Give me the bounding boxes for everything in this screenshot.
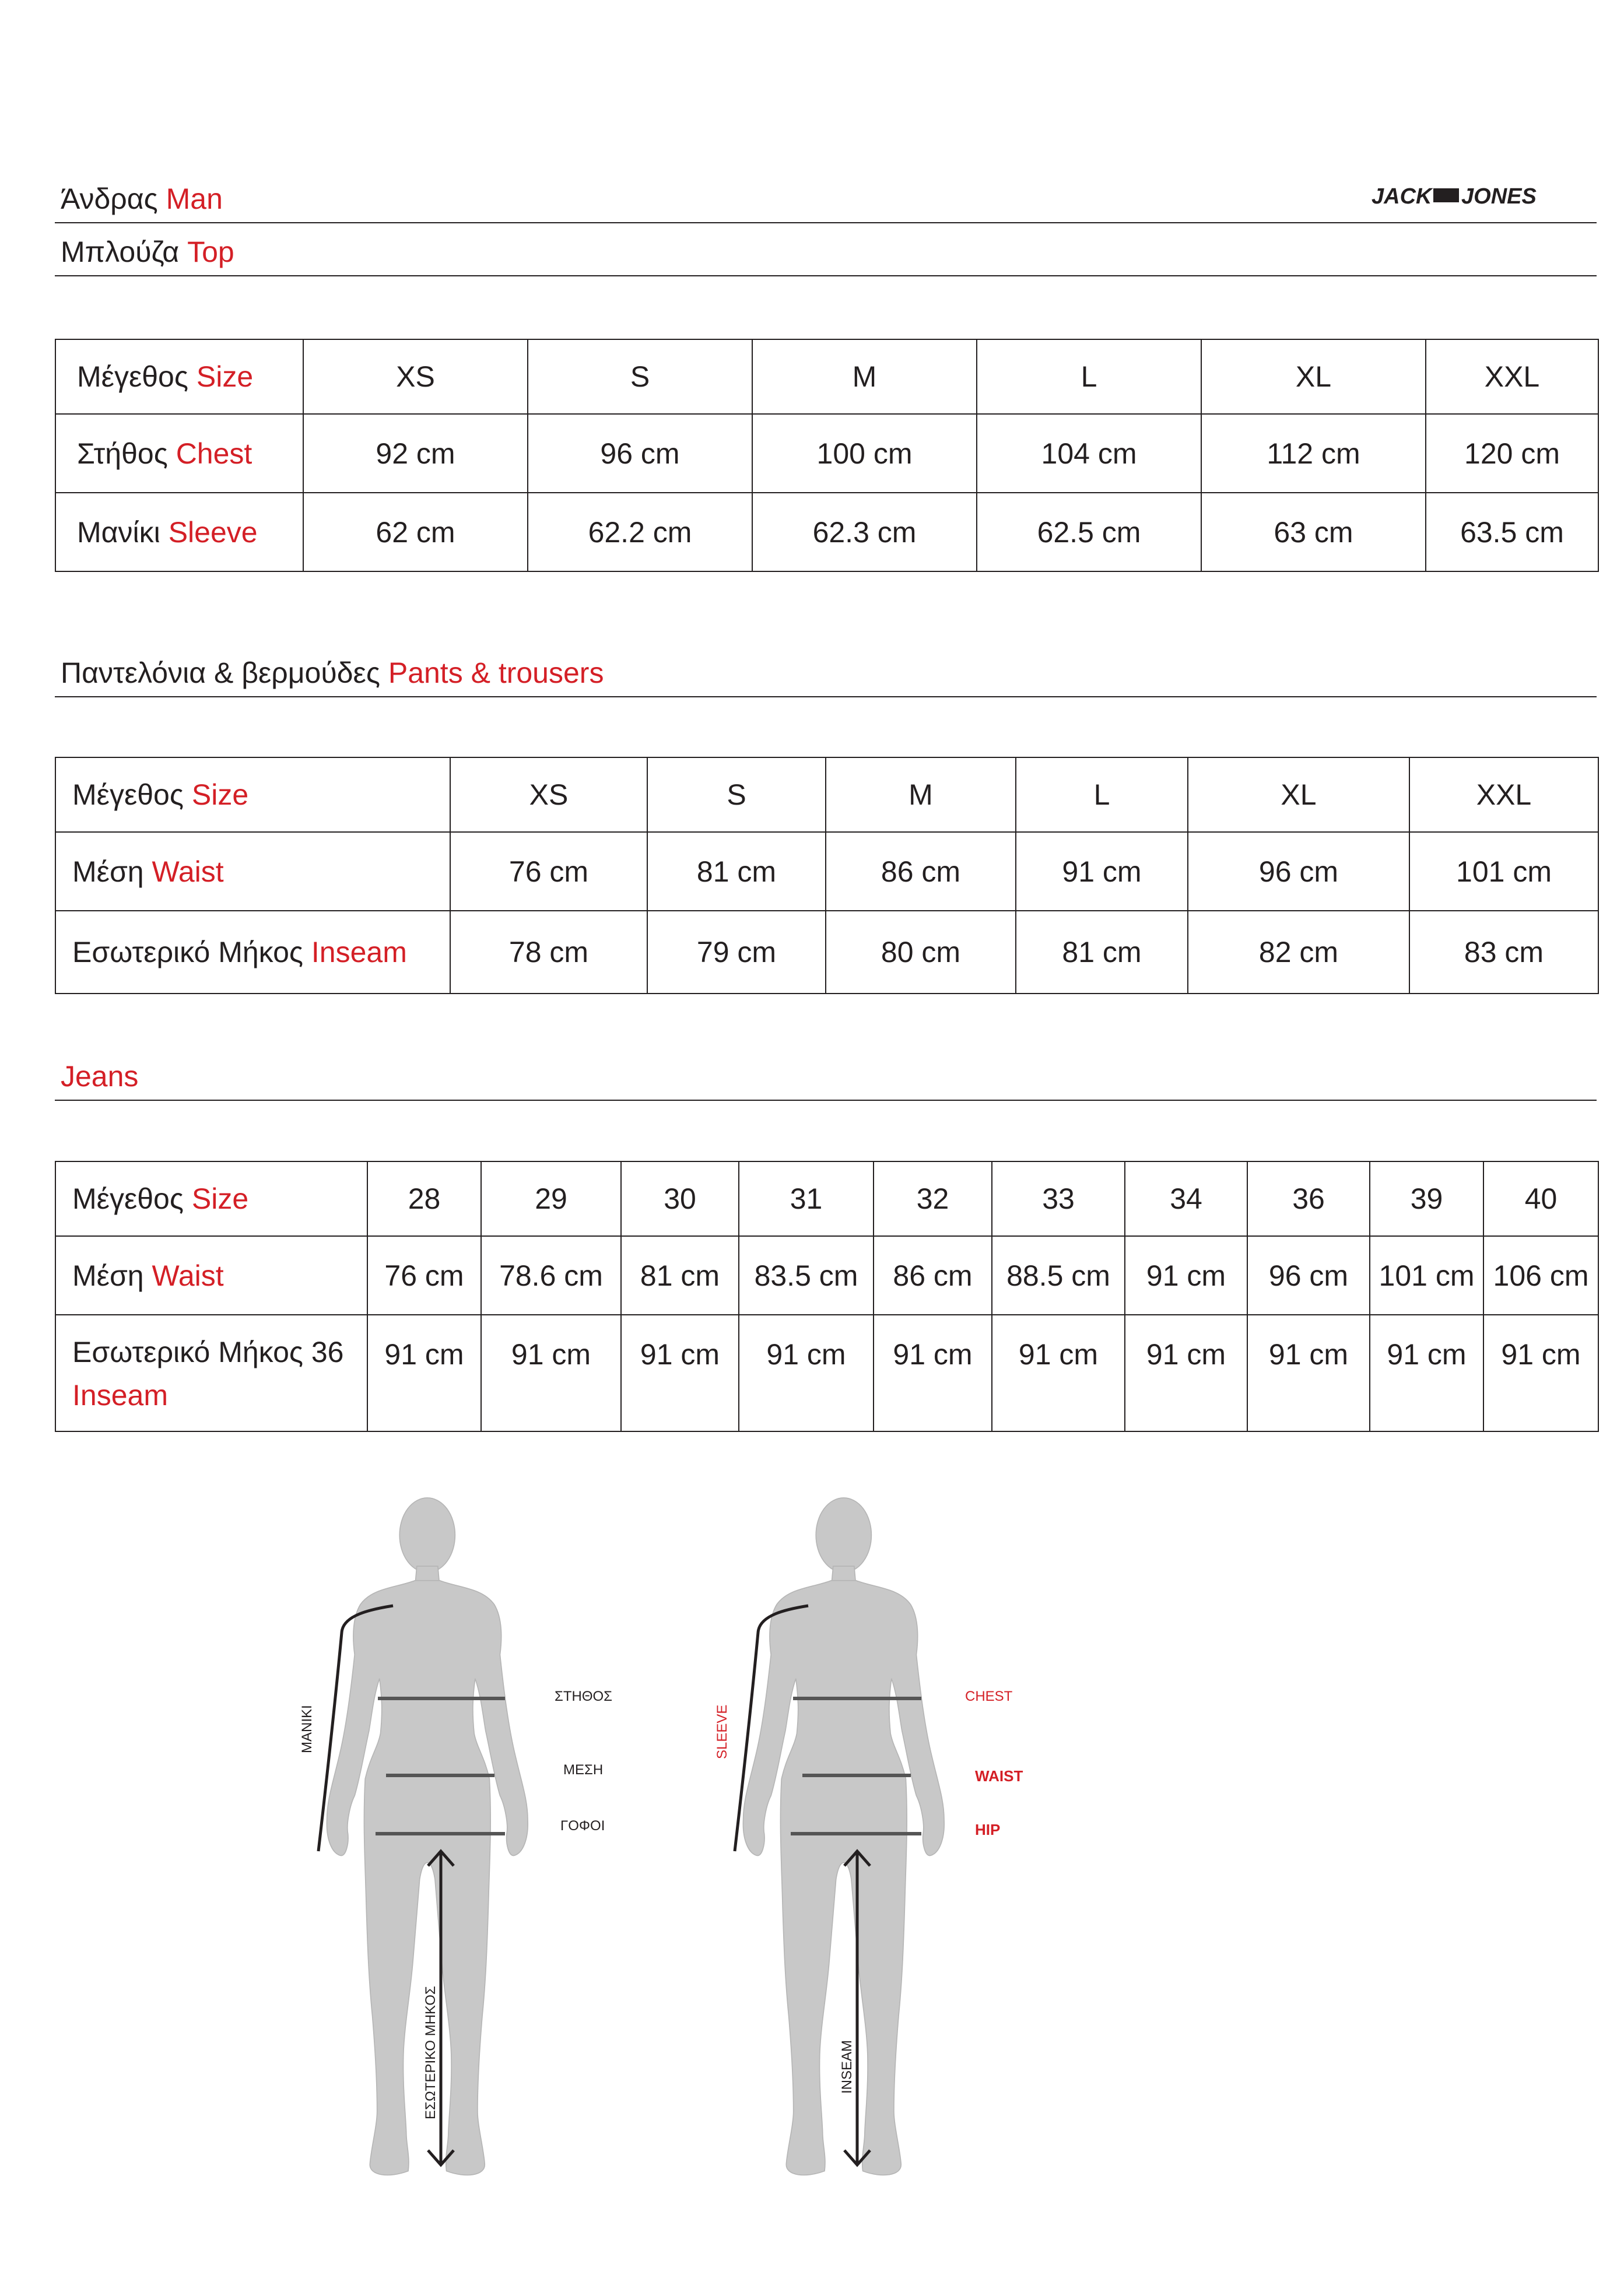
brand-logo-left: JACK — [1372, 184, 1432, 209]
waist-cell: 91 cm — [1125, 1236, 1247, 1315]
size-cell: 34 — [1125, 1161, 1247, 1236]
waist-cell: 96 cm — [1247, 1236, 1370, 1315]
label-waist: WAIST — [975, 1767, 1023, 1785]
gender-heading — [61, 181, 223, 216]
inseam-cell: 82 cm — [1188, 911, 1409, 994]
sleeve-cell: 62 cm — [303, 493, 528, 571]
waist-cell: 76 cm — [367, 1236, 481, 1315]
size-cell: L — [977, 339, 1201, 414]
row-label-size: Μέγεθος Size — [55, 757, 450, 832]
chest-cell: 104 cm — [977, 414, 1201, 493]
waist-cell: 101 cm — [1370, 1236, 1483, 1315]
size-cell: 29 — [481, 1161, 621, 1236]
size-cell: 30 — [621, 1161, 739, 1236]
waist-cell: 81 cm — [647, 832, 826, 911]
waist-cell: 91 cm — [1016, 832, 1188, 911]
label-sleeve: SLEEVE — [714, 1704, 730, 1759]
sleeve-cell: 63.5 cm — [1426, 493, 1598, 571]
body-measurement-figure-english — [706, 1490, 1067, 2178]
table-row — [55, 911, 1598, 994]
label-chest: ΣΤΗΘΟΣ — [555, 1689, 612, 1704]
jeans-heading: Jeans — [61, 1060, 139, 1093]
sleeve-cell: 62.5 cm — [977, 493, 1201, 571]
inseam-cell: 91 cm — [1370, 1315, 1483, 1431]
label-inseam: INSEAM — [839, 2040, 855, 2094]
top-size-table — [55, 339, 1599, 572]
size-cell: M — [752, 339, 977, 414]
label-inseam: ΕΣΩΤΕΡΙΚΟ ΜΗΚΟΣ — [423, 1986, 439, 2119]
table-row — [55, 832, 1598, 911]
sleeve-cell: 62.3 cm — [752, 493, 977, 571]
inseam-cell: 91 cm — [739, 1315, 874, 1431]
waist-cell: 106 cm — [1483, 1236, 1598, 1315]
top-title-gr: Μπλούζα — [61, 236, 180, 268]
size-cell: 28 — [367, 1161, 481, 1236]
size-cell: 32 — [874, 1161, 992, 1236]
table-row — [55, 493, 1598, 571]
size-cell: 40 — [1483, 1161, 1598, 1236]
label-chest: CHEST — [965, 1689, 1013, 1704]
chest-cell: 92 cm — [303, 414, 528, 493]
inseam-cell: 91 cm — [621, 1315, 739, 1431]
chest-cell: 120 cm — [1426, 414, 1598, 493]
divider — [55, 222, 1597, 223]
size-cell: 39 — [1370, 1161, 1483, 1236]
size-cell: L — [1016, 757, 1188, 832]
inseam-cell: 91 cm — [481, 1315, 621, 1431]
table-row — [55, 339, 1598, 414]
waist-cell: 96 cm — [1188, 832, 1409, 911]
waist-cell: 101 cm — [1409, 832, 1598, 911]
waist-cell: 81 cm — [621, 1236, 739, 1315]
inseam-cell: 80 cm — [826, 911, 1016, 994]
inseam-cell: 81 cm — [1016, 911, 1188, 994]
waist-cell: 86 cm — [874, 1236, 992, 1315]
table-row — [55, 1315, 1598, 1431]
pants-title-en: Pants & trousers — [388, 657, 604, 689]
brand-logo — [1372, 181, 1574, 209]
size-cell: 31 — [739, 1161, 874, 1236]
table-row — [55, 1236, 1598, 1315]
gender-label-gr: Άνδρας — [61, 182, 158, 215]
divider — [55, 1100, 1597, 1101]
chest-cell: 96 cm — [528, 414, 752, 493]
size-cell: XS — [303, 339, 528, 414]
inseam-cell: 91 cm — [367, 1315, 481, 1431]
label-sleeve: ΜΑΝΙΚΙ — [299, 1705, 315, 1753]
top-heading — [61, 234, 234, 269]
row-label-size: Μέγεθος Size — [55, 1161, 367, 1236]
chest-cell: 100 cm — [752, 414, 977, 493]
inseam-cell: 78 cm — [450, 911, 647, 994]
inseam-cell: 91 cm — [1125, 1315, 1247, 1431]
row-label-inseam: Εσωτερικό Μήκος 36 Inseam — [55, 1315, 367, 1431]
waist-cell: 88.5 cm — [992, 1236, 1125, 1315]
label-hip: ΓΟΦΟΙ — [560, 1818, 605, 1834]
inseam-cell: 91 cm — [1483, 1315, 1598, 1431]
row-label-waist: Μέση Waist — [55, 1236, 367, 1315]
sleeve-cell: 62.2 cm — [528, 493, 752, 571]
brand-logo-right: JONES — [1461, 184, 1537, 209]
sleeve-cell: 63 cm — [1201, 493, 1426, 571]
size-cell: XL — [1201, 339, 1426, 414]
waist-cell: 78.6 cm — [481, 1236, 621, 1315]
table-row — [55, 757, 1598, 832]
waist-cell: 76 cm — [450, 832, 647, 911]
size-cell: XS — [450, 757, 647, 832]
row-label-waist: Μέση Waist — [55, 832, 450, 911]
row-label-sleeve: Μανίκι Sleeve — [55, 493, 303, 571]
inseam-cell: 91 cm — [1247, 1315, 1370, 1431]
inseam-cell: 83 cm — [1409, 911, 1598, 994]
pants-heading — [61, 655, 604, 690]
waist-cell: 86 cm — [826, 832, 1016, 911]
table-row — [55, 1161, 1598, 1236]
inseam-cell: 79 cm — [647, 911, 826, 994]
table-row — [55, 414, 1598, 493]
size-cell: XXL — [1409, 757, 1598, 832]
row-label-inseam: Εσωτερικό Μήκος Inseam — [55, 911, 450, 994]
size-cell: XL — [1188, 757, 1409, 832]
jeans-size-table — [55, 1161, 1599, 1432]
gender-label-en: Man — [166, 182, 223, 215]
chest-cell: 112 cm — [1201, 414, 1426, 493]
inseam-cell: 91 cm — [992, 1315, 1125, 1431]
size-cell: 33 — [992, 1161, 1125, 1236]
divider — [55, 696, 1597, 697]
size-cell: S — [528, 339, 752, 414]
label-hip: HIP — [975, 1821, 1001, 1838]
waist-cell: 83.5 cm — [739, 1236, 874, 1315]
pants-title-gr: Παντελόνια & βερμούδες — [61, 657, 380, 689]
row-label-size: Μέγεθος Size — [55, 339, 303, 414]
row-label-chest: Στήθος Chest — [55, 414, 303, 493]
size-cell: XXL — [1426, 339, 1598, 414]
size-cell: M — [826, 757, 1016, 832]
size-cell: S — [647, 757, 826, 832]
label-waist: ΜΕΣΗ — [563, 1762, 604, 1778]
inseam-cell: 91 cm — [874, 1315, 992, 1431]
top-title-en: Top — [187, 236, 234, 268]
size-cell: 36 — [1247, 1161, 1370, 1236]
divider — [55, 275, 1597, 276]
pants-size-table — [55, 757, 1599, 994]
body-measurement-figure-greek — [295, 1490, 622, 2178]
